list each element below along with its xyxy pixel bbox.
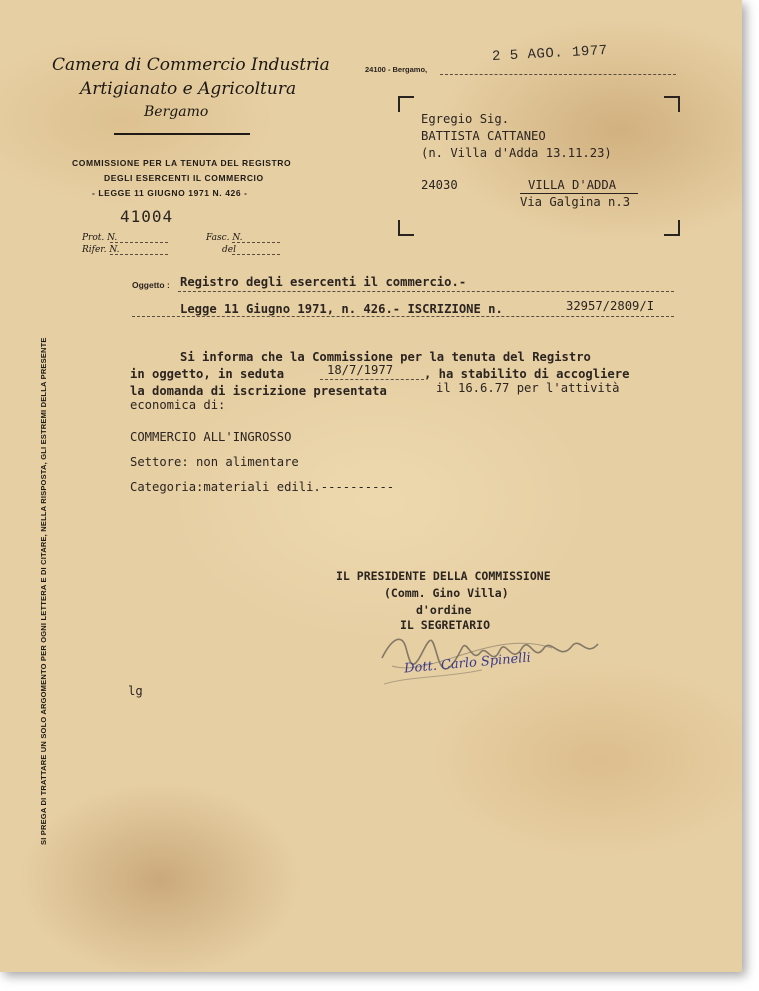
letterhead-rule [114,133,250,135]
subject-rule1 [178,291,674,292]
side-note: SI PREGA DI TRATTARE UN SOLO ARGOMENTO PER OGNI LETTERA E DI CITARE, NELLA RISPOSTA, GLI ESTREMI DELLA PRESENTE [39,337,48,845]
recipient-birth: (n. Villa d'Adda 13.11.23) [421,146,612,160]
recipient-salutation: Egregio Sig. [421,112,510,126]
body-line3-b: il 16.6.77 per l'attività [436,381,620,395]
date-stamp: 2 5 AGO. 1977 [491,42,609,66]
session-date-rule [320,379,424,380]
recipient-city: VILLA D'ADDA [528,178,617,192]
window-corner-bl [398,220,414,236]
subject-label: Oggetto : [132,280,170,290]
recipient-street: Via Galgina n.3 [520,195,631,209]
org-city: Bergamo [144,104,209,120]
window-corner-tr [664,96,680,112]
commission-line3: - LEGGE 11 GIUGNO 1971 N. 426 - [92,188,248,198]
del-field-line [232,254,280,255]
org-name-line2: Artigianato e Agricoltura [80,79,297,99]
protocol-number: 41004 [120,207,174,226]
fasc-field-line [232,242,280,243]
body-line2-b: , ha stabilito di accogliere [424,367,630,381]
body-line2-a: in oggetto, in seduta [130,367,285,381]
commission-line1: COMMISSIONE PER LA TENUTA DEL REGISTRO [72,158,292,168]
subject-line2: Legge 11 Giugno 1971, n. 426.- ISCRIZIONE n. [180,302,503,316]
org-name-line1: Camera di Commercio Industria [52,55,330,75]
body-line4: economica di: [130,398,226,412]
prot-field-line [110,242,168,243]
session-date: 18/7/1977 [327,363,394,377]
recipient-cap: 24030 [421,178,458,192]
secretary-name-stamp: Dott. Carlo Spinelli [403,650,532,677]
registration-number: 32957/2809/I [566,299,655,313]
body-line1: Si informa che la Commissione per la tenuta del Registro [180,350,591,364]
recipient-city-underline [520,193,638,194]
subject-rule2 [132,316,674,317]
window-corner-tl [398,96,414,112]
secretary-title: IL SEGRETARIO [400,618,491,632]
rifer-label: Rifer. N. [82,245,120,255]
fasc-label: Fasc. N. [206,233,243,243]
window-corner-br [664,220,680,236]
commission-line2: DEGLI ESERCENTI IL COMMERCIO [104,173,264,183]
subject-line1: Registro degli esercenti il commercio.- [180,275,467,289]
del-label: del [222,245,236,255]
activity: COMMERCIO ALL'INGROSSO [130,430,292,444]
category: Categoria:materiali edili.---------- [130,480,395,494]
order-label: d'ordine [416,603,472,617]
president-name: (Comm. Gino Villa) [384,586,509,600]
rifer-field-line [110,254,168,255]
president-title: IL PRESIDENTE DELLA COMMISSIONE [336,569,551,583]
prot-label: Prot. N. [82,233,118,243]
typist-initials: lg [128,684,143,698]
recipient-name: BATTISTA CATTANEO [421,129,546,143]
sector: Settore: non alimentare [130,455,299,469]
dateline-place: 24100 - Bergamo, [365,65,428,74]
body-line3-a: la domanda di iscrizione presentata [130,384,387,398]
dateline-rule [440,74,676,75]
